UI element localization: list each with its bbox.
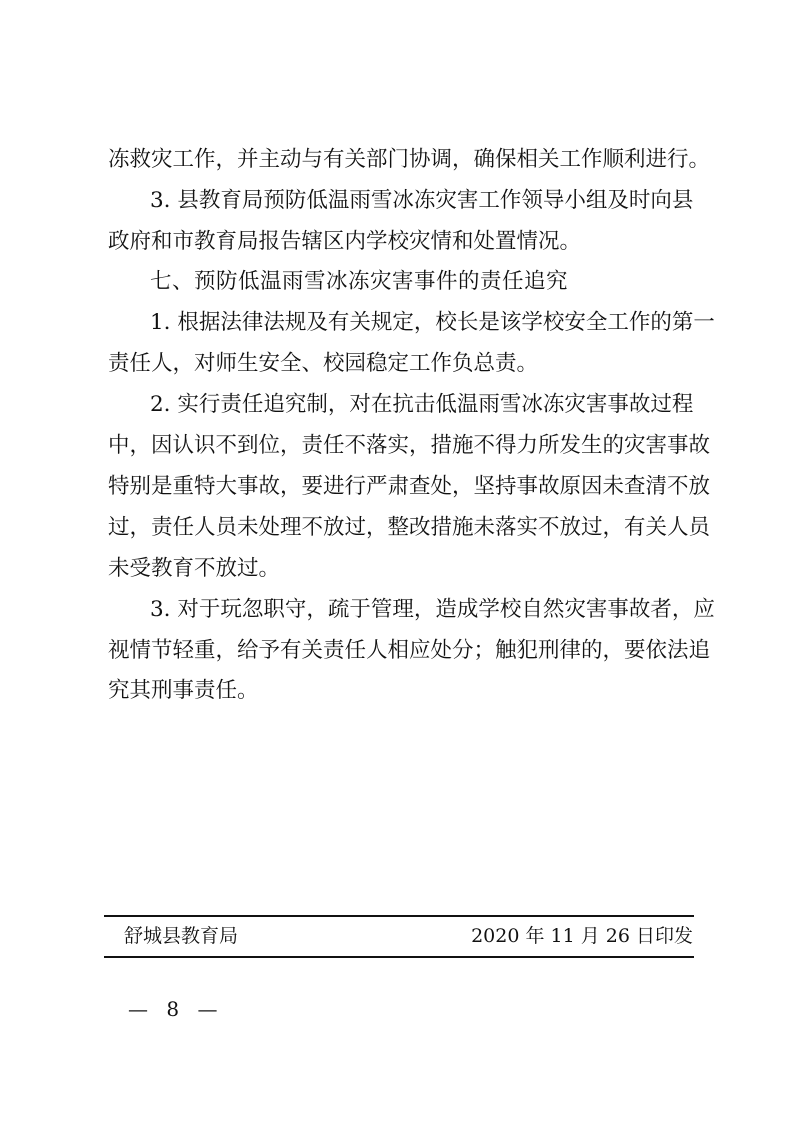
paragraph-line-7: 2. 实行责任追究制，对在抗击低温雨雪冰冻灾害事故过程 <box>150 392 694 417</box>
paragraph-line-11: 未受教育不放过。 <box>108 556 281 581</box>
paragraph-line-8: 中，因认识不到位，责任不落实，措施不得力所发生的灾害事故 <box>108 433 711 458</box>
paragraph-line-6: 责任人，对师生安全、校园稳定工作负总责。 <box>108 351 539 376</box>
page-number: — 8 — <box>128 997 224 1021</box>
footer-top-rule <box>104 915 694 917</box>
paragraph-line-5: 1. 根据法律法规及有关规定，校长是该学校安全工作的第一 <box>150 310 715 335</box>
paragraph-line-3: 政府和市教育局报告辖区内学校灾情和处置情况。 <box>108 229 582 254</box>
paragraph-line-12: 3. 对于玩忽职守，疏于管理，造成学校自然灾害事故者，应 <box>150 597 715 622</box>
paragraph-line-13: 视情节轻重，给予有关责任人相应处分；触犯刑律的，要依法追 <box>108 638 711 663</box>
footer-date: 2020 年 11 月 26 日印发 <box>471 925 693 947</box>
paragraph-line-14: 究其刑事责任。 <box>108 678 259 703</box>
paragraph-line-1: 冻救灾工作，并主动与有关部门协调，确保相关工作顺利进行。 <box>108 147 711 172</box>
footer-issuer: 舒城县教育局 <box>124 925 239 947</box>
footer-bottom-rule <box>104 956 694 958</box>
paragraph-line-2: 3. 县教育局预防低温雨雪冰冻灾害工作领导小组及时向县 <box>150 188 694 213</box>
paragraph-line-9: 特别是重特大事故，要进行严肃查处，坚持事故原因未查清不放 <box>108 474 711 499</box>
paragraph-line-10: 过，责任人员未处理不放过，整改措施未落实不放过，有关人员 <box>108 515 711 540</box>
section-heading: 七、预防低温雨雪冰冻灾害事件的责任追究 <box>150 269 569 294</box>
